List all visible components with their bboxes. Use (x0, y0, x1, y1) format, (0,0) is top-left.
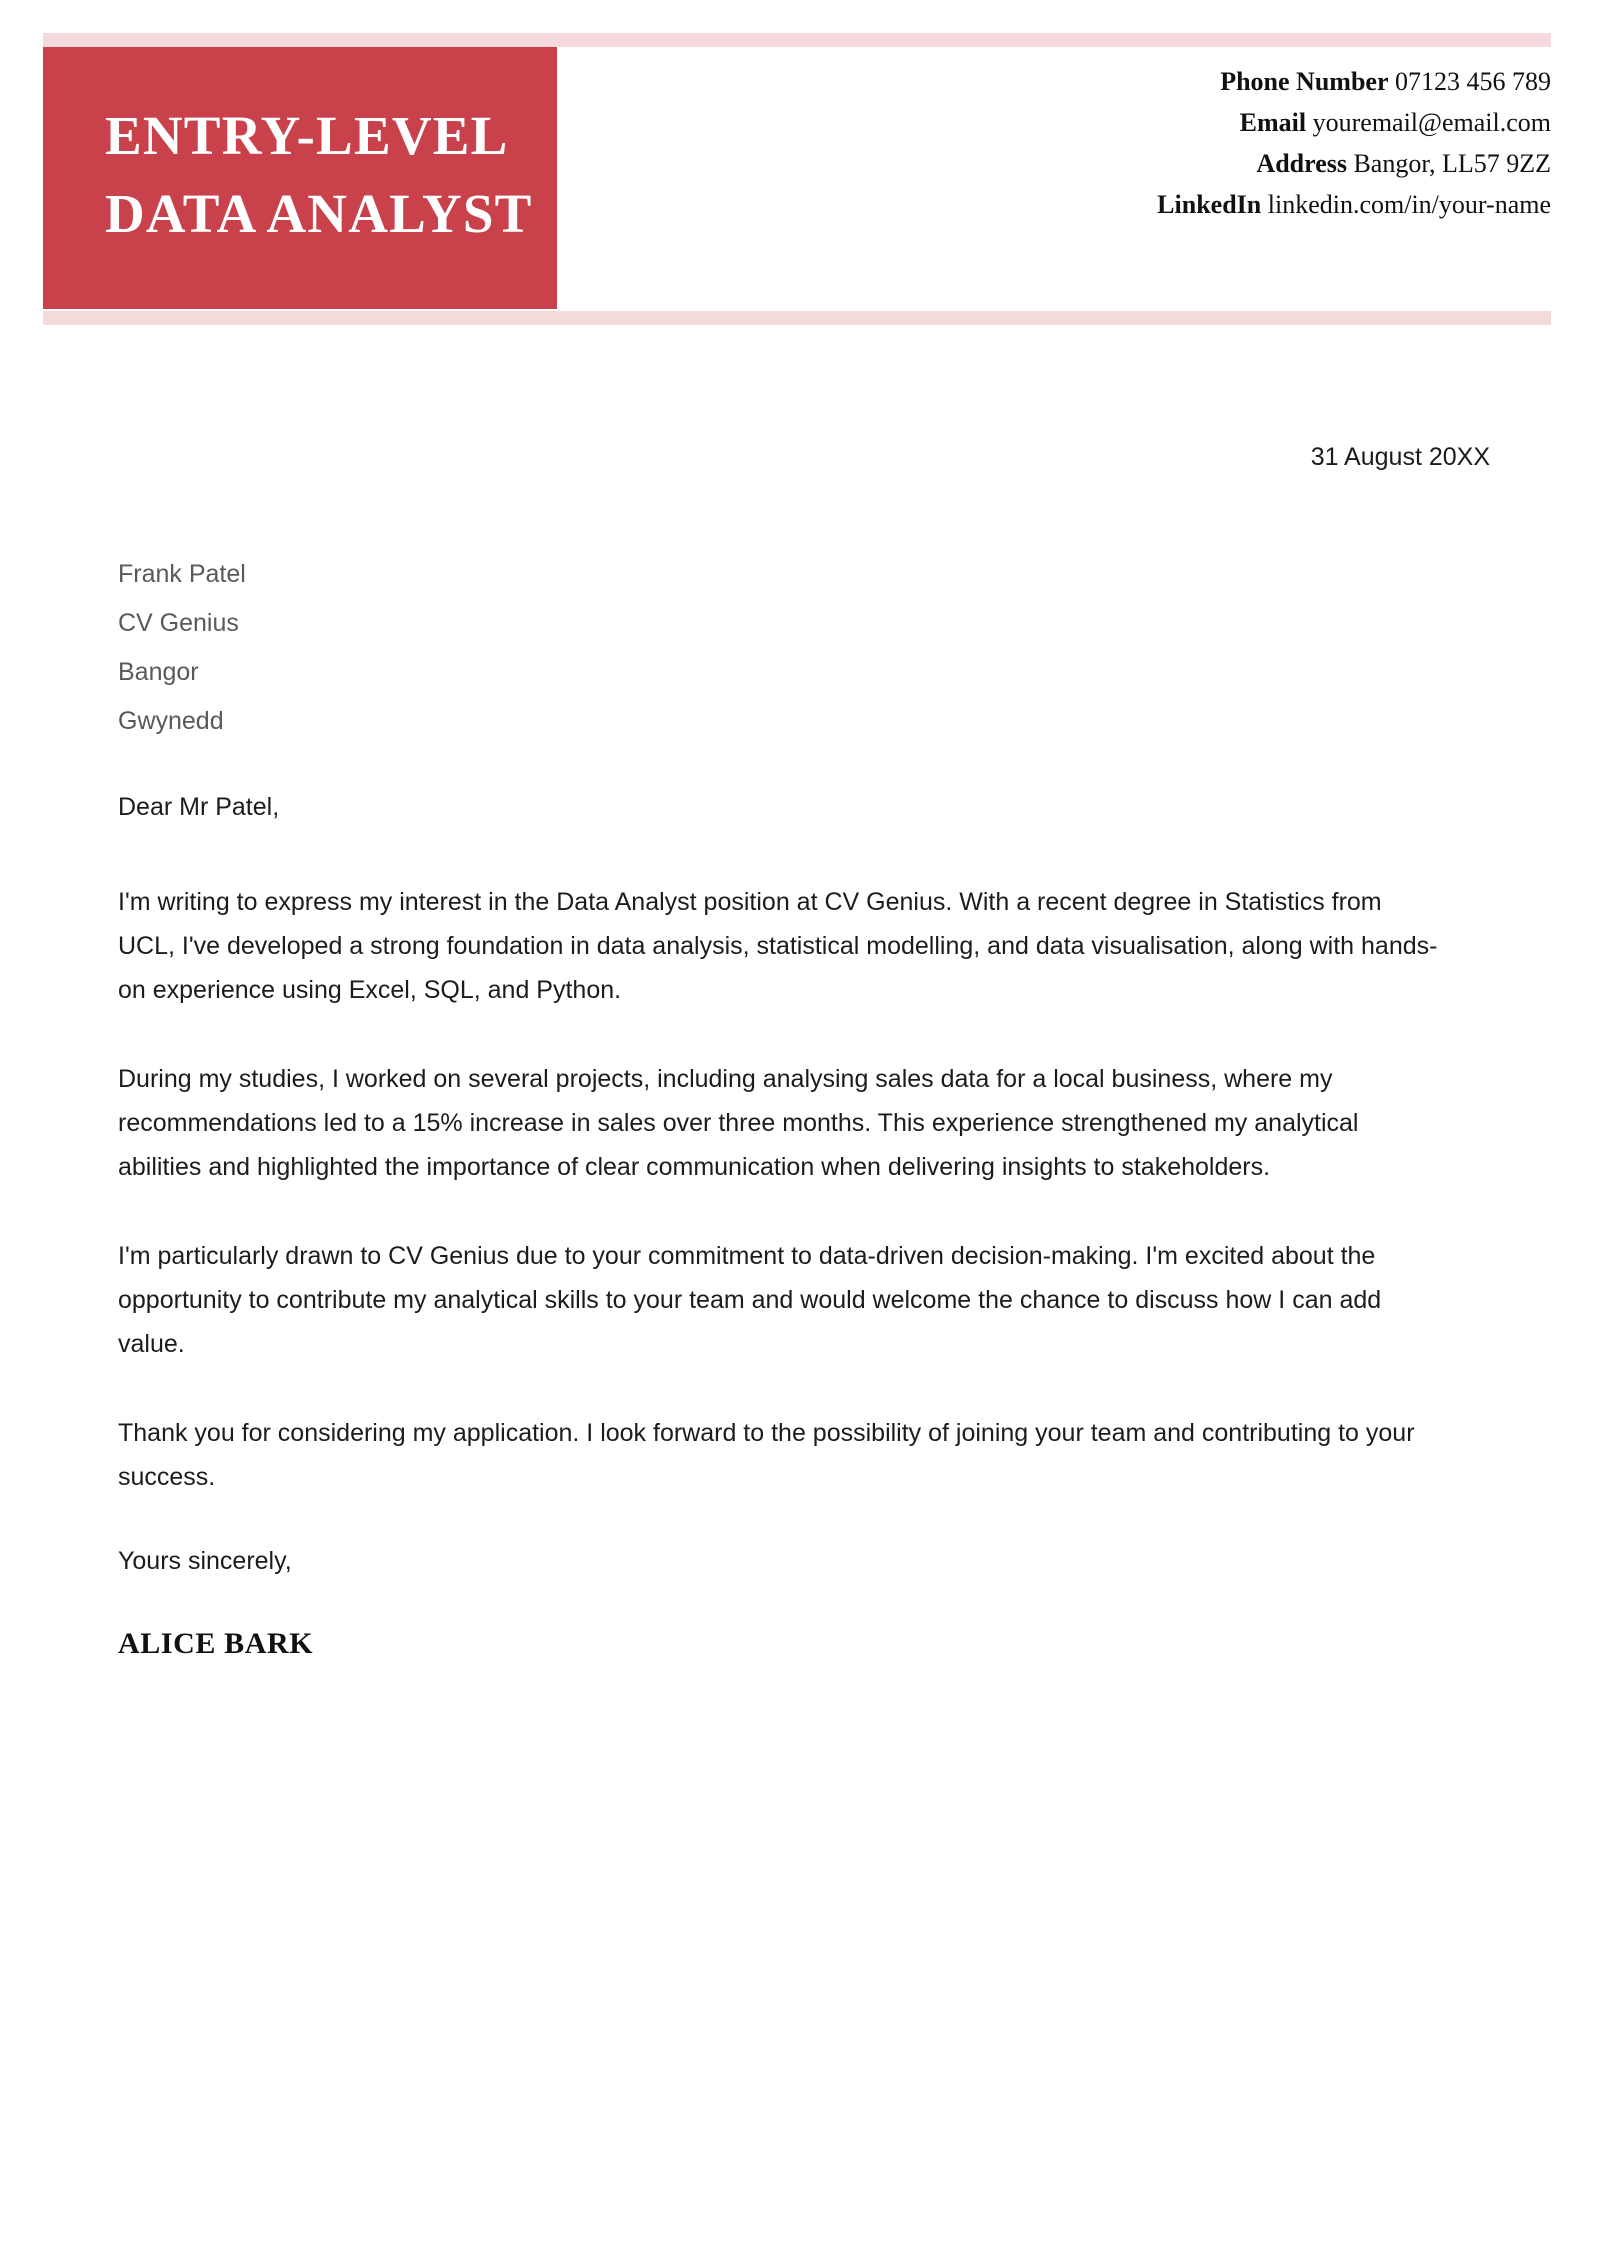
contact-email-value[interactable]: youremail@email.com (1312, 108, 1551, 137)
contact-linkedin-value[interactable]: linkedin.com/in/your-name (1267, 190, 1551, 219)
header-accent-band-top (43, 33, 1551, 47)
letter-date: 31 August 20XX (1310, 443, 1490, 471)
contact-email (751, 102, 1551, 143)
header-title-block (43, 47, 557, 309)
recipient-name: Frank Patel (118, 560, 246, 588)
contact-address-label: Address (1256, 149, 1347, 178)
body-paragraph-4: Thank you for considering my application. I look forward to the possibility of joining your team and contributing to your success. (118, 1419, 1415, 1491)
recipient-company: CV Genius (118, 609, 239, 637)
letter-header (43, 33, 1551, 325)
contact-address-value: Bangor, LL57 9ZZ (1353, 149, 1551, 178)
letter-body (118, 790, 1438, 1664)
contact-phone-label: Phone Number (1220, 67, 1389, 96)
body-paragraph-1: I'm writing to express my interest in the Data Analyst position at CV Genius. With a recent degree in Statistics from UCL, I've developed a strong foundation in data analysis, statistical modelling, and data visualisation, along with hands-on experience using Excel, SQL, and Python. (118, 888, 1438, 1004)
signature-name: ALICE BARK (118, 1627, 314, 1660)
contact-email-label: Email (1239, 108, 1307, 137)
contact-details (751, 61, 1551, 225)
recipient-county: Gwynedd (118, 707, 224, 735)
body-paragraph-2: During my studies, I worked on several projects, including analysing sales data for a local business, where my recommendations led to a 15% increase in sales over three months. This experience strengthened my analytical abilities and highlighted the importance of clear communication when delivering insights to stakeholders. (118, 1065, 1359, 1181)
body-paragraph-3: I'm particularly drawn to CV Genius due to your commitment to data-driven decision-making. I'm excited about the opportunity to contribute my analytical skills to your team and would welcome the chance to discuss how I can add value. (118, 1242, 1382, 1358)
signoff: Yours sincerely, (118, 1547, 292, 1575)
header-accent-band-bottom (43, 311, 1551, 325)
salutation: Dear Mr Patel, (118, 793, 280, 821)
header-title-text (105, 97, 537, 253)
recipient-city: Bangor (118, 658, 199, 686)
contact-phone-value: 07123 456 789 (1395, 67, 1551, 96)
contact-phone (751, 61, 1551, 102)
contact-address (751, 143, 1551, 184)
contact-linkedin (751, 184, 1551, 225)
job-title-line-2: DATA ANALYST (105, 183, 533, 244)
job-title-line-1: ENTRY-LEVEL (105, 105, 509, 166)
recipient-block (118, 550, 818, 746)
contact-linkedin-label: LinkedIn (1157, 190, 1262, 219)
